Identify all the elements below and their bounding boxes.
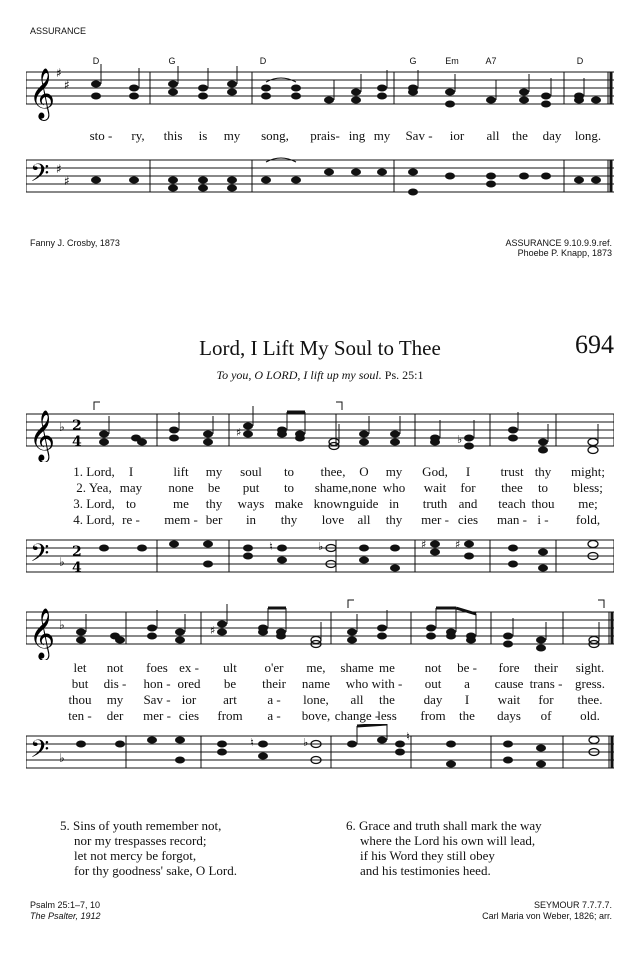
- lyric-syllable: mem -: [164, 512, 198, 527]
- lyric-syllable: cause: [494, 676, 524, 691]
- verse-line: let not mercy be forgot,: [74, 848, 197, 863]
- bass-staff: [26, 150, 614, 210]
- lyric-syllable: the: [459, 708, 475, 723]
- svg-text:𝄢: 𝄢: [30, 539, 50, 574]
- lyric-syllable: change -: [334, 708, 380, 723]
- lyric-syllable: long.: [574, 128, 602, 143]
- svg-text:𝄢: 𝄢: [30, 735, 50, 770]
- hymn-number: 694: [575, 330, 614, 359]
- lyric-syllable: guide: [349, 496, 379, 511]
- lyric-syllable: days: [497, 708, 521, 723]
- lyric-syllable: thy: [385, 512, 403, 527]
- lyric-syllable: known,: [313, 496, 353, 511]
- lyric-syllable: me: [173, 496, 189, 511]
- lyric-syllable: ber: [205, 512, 223, 527]
- svg-text:♮: ♮: [250, 736, 254, 749]
- lyric-syllable: their: [534, 660, 558, 675]
- lyric-syllable: less: [377, 708, 397, 723]
- lyric-syllable: thou: [531, 496, 555, 511]
- lyric-syllable: I: [464, 692, 470, 707]
- lyric-syllable: mer -: [143, 708, 171, 723]
- chord-symbol: Em: [445, 56, 459, 66]
- lyric-syllable: ry,: [131, 128, 145, 143]
- svg-text:𝄢: 𝄢: [30, 159, 50, 194]
- svg-text:𝄞: 𝄞: [29, 608, 56, 659]
- lyric-syllable: ten -: [68, 708, 92, 723]
- lyric-syllable: hon -: [143, 676, 171, 691]
- epigraph-reference: Ps. 25:1: [384, 368, 424, 382]
- svg-text:♯: ♯: [64, 78, 70, 92]
- svg-text:♯: ♯: [236, 426, 242, 439]
- svg-text:♯: ♯: [64, 174, 70, 188]
- lyric-syllable: God,: [422, 464, 448, 479]
- lyric-syllable: and: [458, 496, 478, 511]
- svg-text:♭: ♭: [457, 433, 463, 446]
- lyric-syllable: 4. Lord,: [73, 512, 115, 527]
- lyric-syllable: ex -: [179, 660, 199, 675]
- lyric-syllable: ior: [449, 128, 465, 143]
- treble-staff: [26, 598, 614, 660]
- lyric-syllable: cies: [457, 512, 479, 527]
- lyric-syllable: not: [424, 660, 442, 675]
- svg-text:2: 2: [72, 544, 82, 560]
- verse-line: if his Word they still obey: [360, 848, 495, 863]
- lyric-syllable: fold,: [575, 512, 601, 527]
- lyric-syllable: my: [106, 692, 124, 707]
- lyric-syllable: may: [119, 480, 143, 495]
- epigraph: [0, 368, 640, 383]
- bass-staff: [26, 528, 614, 588]
- tune-tag: ASSURANCE: [30, 26, 87, 36]
- lyric-syllable: none: [351, 480, 377, 495]
- text-credit: [30, 900, 101, 922]
- lyric-line: [0, 692, 640, 708]
- lyric-syllable: is: [198, 128, 208, 143]
- lyric-syllable: a -: [267, 692, 281, 707]
- lyric-syllable: name: [301, 676, 331, 691]
- lyric-syllable: teach: [498, 496, 526, 511]
- chord-symbol: G: [409, 56, 417, 66]
- lyric-syllable: i -: [537, 512, 549, 527]
- lyric-syllable: out: [424, 676, 442, 691]
- bass-staff: [26, 724, 614, 784]
- lyric-syllable: sight.: [575, 660, 605, 675]
- lyric-syllable: might;: [571, 464, 605, 479]
- lyric-syllable: make: [274, 496, 304, 511]
- lyric-line: [0, 480, 640, 496]
- lyric-syllable: to: [125, 496, 137, 511]
- lyric-syllable: to: [283, 480, 295, 495]
- svg-text:2: 2: [72, 418, 82, 434]
- lyric-syllable: cies: [178, 708, 200, 723]
- lyric-syllable: who: [382, 480, 406, 495]
- lyric-syllable: to: [283, 464, 295, 479]
- lyric-syllable: fore: [498, 660, 520, 675]
- verse-line: where the Lord his own will lead,: [360, 833, 536, 848]
- lyric-syllable: sto -: [89, 128, 113, 143]
- tune-credit: [482, 900, 612, 922]
- lyric-syllable: from: [217, 708, 243, 723]
- lyric-syllable: thee: [501, 480, 523, 495]
- lyric-syllable: lone,: [303, 692, 329, 707]
- svg-text:♯: ♯: [421, 538, 427, 551]
- lyric-syllable: soul: [240, 464, 262, 479]
- chord-symbol: A7: [485, 56, 497, 66]
- lyric-syllable: all: [486, 128, 500, 143]
- lyric-syllable: truth: [422, 496, 448, 511]
- lyric-syllable: a -: [267, 708, 281, 723]
- svg-text:♭: ♭: [318, 540, 324, 553]
- lyric-line: [0, 708, 640, 724]
- lyric-syllable: ored: [177, 676, 201, 691]
- lyric-syllable: wait: [497, 692, 521, 707]
- lyric-syllable: lift: [173, 464, 189, 479]
- svg-text:♭: ♭: [59, 618, 65, 632]
- lyric-syllable: to: [537, 480, 549, 495]
- tune-name-meter: SEYMOUR 7.7.7.7.: [533, 900, 612, 910]
- tune-credit: [505, 238, 612, 258]
- lyric-syllable: my: [205, 464, 223, 479]
- lyric-syllable: in: [245, 512, 257, 527]
- svg-text:4: 4: [72, 560, 82, 576]
- lyric-syllable: art: [223, 692, 237, 707]
- chord-symbol: D: [92, 56, 100, 66]
- lyric-line: [0, 464, 640, 480]
- lyric-syllable: my: [385, 464, 403, 479]
- lyric-syllable: thee.: [577, 692, 603, 707]
- lyric-syllable: wait: [423, 480, 447, 495]
- lyric-syllable: Sav -: [405, 128, 433, 143]
- verse-5: [60, 818, 237, 878]
- lyric-syllable: be -: [457, 660, 477, 675]
- lyric-syllable: thy: [280, 512, 298, 527]
- lyric-syllable: 1. Lord,: [73, 464, 115, 479]
- lyric-syllable: from: [420, 708, 446, 723]
- lyric-syllable: me: [379, 660, 395, 675]
- lyric-syllable: all: [357, 512, 371, 527]
- lyric-syllable: O: [359, 464, 369, 479]
- lyric-syllable: dis -: [103, 676, 127, 691]
- verse-6: [346, 818, 542, 878]
- composer-credit: Phoebe P. Knapp, 1873: [517, 248, 612, 258]
- lyric-syllable: 2. Yea,: [76, 480, 112, 495]
- lyric-syllable: I: [465, 464, 471, 479]
- svg-text:♯: ♯: [455, 538, 461, 551]
- chord-symbol: G: [168, 56, 176, 66]
- lyric-syllable: old.: [580, 708, 600, 723]
- lyric-syllable: the: [379, 692, 395, 707]
- lyric-line: [0, 660, 640, 676]
- verse-line: 6. Grace and truth shall mark the way: [346, 818, 542, 833]
- svg-text:♯: ♯: [210, 624, 216, 637]
- verse-line: 5. Sins of youth remember not,: [60, 818, 222, 833]
- verse-line: nor my trespasses record;: [74, 833, 207, 848]
- lyric-syllable: love: [321, 512, 345, 527]
- lyric-syllable: shame: [340, 660, 374, 675]
- svg-text:♭: ♭: [303, 736, 309, 749]
- lyric-syllable: thee,: [320, 464, 346, 479]
- epigraph-text: To you, O LORD, I lift up my soul.: [216, 368, 382, 382]
- lyric-syllable: my: [373, 128, 391, 143]
- lyric-syllable: bless;: [573, 480, 603, 495]
- text-source: The Psalter, 1912: [30, 911, 101, 921]
- svg-text:𝄞: 𝄞: [29, 410, 56, 461]
- tune-name-meter: ASSURANCE 9.10.9.9.ref.: [505, 238, 612, 248]
- lyric-syllable: with -: [371, 676, 403, 691]
- lyric-syllable: not: [106, 660, 124, 675]
- treble-staff: [26, 62, 614, 122]
- treble-staff: [26, 400, 614, 462]
- lyric-syllable: gress.: [575, 676, 605, 691]
- lyric-syllable: o'er: [264, 660, 284, 675]
- svg-text:♮: ♮: [269, 540, 273, 553]
- lyric-syllable: me,: [306, 660, 326, 675]
- lyric-syllable: this: [163, 128, 183, 143]
- lyric-syllable: none: [168, 480, 194, 495]
- lyric-syllable: their: [262, 676, 286, 691]
- lyric-line: [0, 496, 640, 512]
- lyric-syllable: of: [540, 708, 552, 723]
- lyric-syllable: let: [73, 660, 87, 675]
- svg-text:♭: ♭: [59, 555, 65, 569]
- lyric-syllable: foes: [146, 660, 168, 675]
- lyric-syllable: I: [128, 464, 134, 479]
- svg-text:♭: ♭: [59, 420, 65, 434]
- lyric-syllable: re -: [122, 512, 140, 527]
- hymn-title: Lord, I Lift My Soul to Thee: [199, 336, 441, 360]
- lyric-syllable: shame,: [314, 480, 352, 495]
- lyric-syllable: who: [345, 676, 369, 691]
- lyric-syllable: mer -: [421, 512, 449, 527]
- svg-text:4: 4: [72, 434, 82, 450]
- lyric-syllable: thou: [68, 692, 92, 707]
- lyric-syllable: trans -: [529, 676, 563, 691]
- lyric-syllable: in: [388, 496, 400, 511]
- lyric-syllable: man -: [497, 512, 527, 527]
- lyric-syllable: be: [207, 480, 221, 495]
- lyric-syllable: my: [223, 128, 241, 143]
- text-credit: Fanny J. Crosby, 1873: [30, 238, 120, 248]
- lyric-syllable: a: [464, 676, 470, 691]
- lyric-syllable: der: [106, 708, 124, 723]
- lyric-line: [0, 512, 640, 528]
- lyric-syllable: thy: [534, 464, 552, 479]
- lyric-syllable: day: [423, 692, 443, 707]
- svg-text:♯: ♯: [56, 66, 62, 80]
- lyric-syllable: day: [542, 128, 562, 143]
- lyric-syllable: for: [460, 480, 476, 495]
- svg-text:𝄞: 𝄞: [29, 68, 56, 119]
- lyric-syllable: ult: [223, 660, 237, 675]
- composer-credit: Carl Maria von Weber, 1826; arr.: [482, 911, 612, 921]
- verse-line: and his testimonies heed.: [360, 863, 491, 878]
- lyric-syllable: ing: [348, 128, 366, 143]
- lyric-syllable: thy: [205, 496, 223, 511]
- chord-symbol: D: [576, 56, 584, 66]
- lyric-syllable: ior: [181, 692, 197, 707]
- lyric-syllable: all: [350, 692, 364, 707]
- lyric-syllable: put: [242, 480, 260, 495]
- chord-symbol: D: [259, 56, 267, 66]
- lyric-syllable: prais-: [310, 128, 340, 143]
- scripture-source: Psalm 25:1–7, 10: [30, 900, 101, 910]
- svg-text:♯: ♯: [56, 162, 62, 176]
- lyric-syllable: ways: [237, 496, 265, 511]
- svg-text:♭: ♭: [59, 751, 65, 765]
- lyric-syllable: the: [512, 128, 528, 143]
- svg-text:♮: ♮: [406, 730, 410, 743]
- lyric-syllable: for: [538, 692, 554, 707]
- lyric-syllable: me;: [578, 496, 598, 511]
- lyric-syllable: bove,: [301, 708, 331, 723]
- lyric-syllable: Sav -: [143, 692, 171, 707]
- lyric-syllable: be: [223, 676, 237, 691]
- lyric-line: [0, 128, 640, 144]
- verse-line: for thy goodness' sake, O Lord.: [74, 863, 238, 878]
- lyric-syllable: but: [71, 676, 89, 691]
- lyric-syllable: 3. Lord,: [73, 496, 115, 511]
- lyric-line: [0, 676, 640, 692]
- lyric-syllable: trust: [500, 464, 524, 479]
- lyric-syllable: song,: [261, 128, 289, 143]
